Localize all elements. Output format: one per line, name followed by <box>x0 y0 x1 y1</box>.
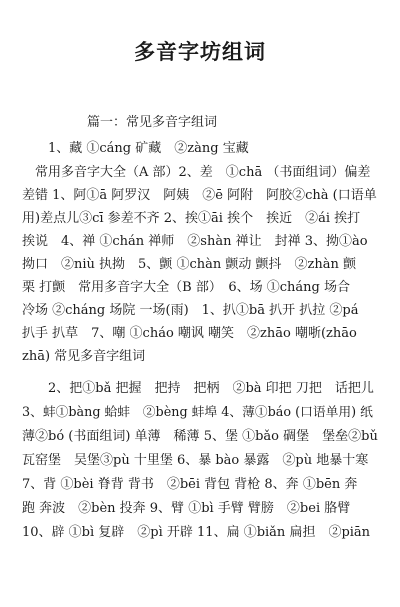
text-line: 1、藏 ①cáng 矿藏 ②zàng 宝藏 <box>22 141 249 156</box>
text-line: 10、辟 ①bì 复辟 ②pì 开辟 11、扁 ①biǎn 扁担 ②piān <box>22 525 371 540</box>
text-line: 拗口 ②niù 执拗 5、颤 ①chàn 颤动 颤抖 ②zhàn 颤 <box>22 257 356 272</box>
text-line: 7、背 ①bèi 脊背 背书 ②bēi 背包 背枪 8、奔 ①bēn 奔 <box>22 477 358 492</box>
text-line: 跑 奔波 ②bèn 投奔 9、臂 ①bì 手臂 臂膀 ②bei 胳臂 <box>22 501 351 516</box>
article-heading: 篇一：常见多音字组词 <box>22 115 218 130</box>
document-title: 多音字坊组词 <box>134 39 266 64</box>
text-line: 用)差点儿③cī 参差不齐 2、挨①āi 挨个 挨近 ②ái 挨打 <box>22 211 361 226</box>
text-line: 扒手 扒草 7、嘲 ①cháo 嘲讽 嘲笑 ②zhāo 嘲哳(zhāo <box>22 326 357 341</box>
text-line: 栗 打颤 常用多音字大全（B 部） 6、场 ①cháng 场合 <box>22 280 350 295</box>
text-line: 薄②bó (书面组词) 单薄 稀薄 5、堡 ①bǎo 碉堡 堡垒②bǔ <box>22 429 378 444</box>
text-line: 挨说 4、禅 ①chán 禅师 ②shàn 禅让 封禅 3、拗①ào <box>22 234 368 249</box>
text-line: 常用多音字大全（A 部）2、差 ①chā （书面组词）偏差 <box>22 165 371 180</box>
text-line: zhā) 常见多音字组词 <box>22 349 146 364</box>
text-line: 2、把①bǎ 把握 把持 把柄 ②bà 印把 刀把 话把儿 <box>22 381 374 396</box>
text-line: 瓦窑堡 吴堡③pù 十里堡 6、暴 bào 暴露 ②pù 地暴十寒 <box>22 453 369 468</box>
text-line: 3、蚌①bàng 蛤蚌 ②bèng 蚌埠 4、薄①báo (口语单用) 纸 <box>22 405 373 420</box>
text-line: 差错 1、阿①ā 阿罗汉 阿姨 ②ē 阿附 阿胶②chà (口语单 <box>22 188 377 203</box>
text-line: 冷场 ②cháng 场院 一场(雨) 1、扒①bā 扒开 扒拉 ②pá <box>22 303 359 318</box>
